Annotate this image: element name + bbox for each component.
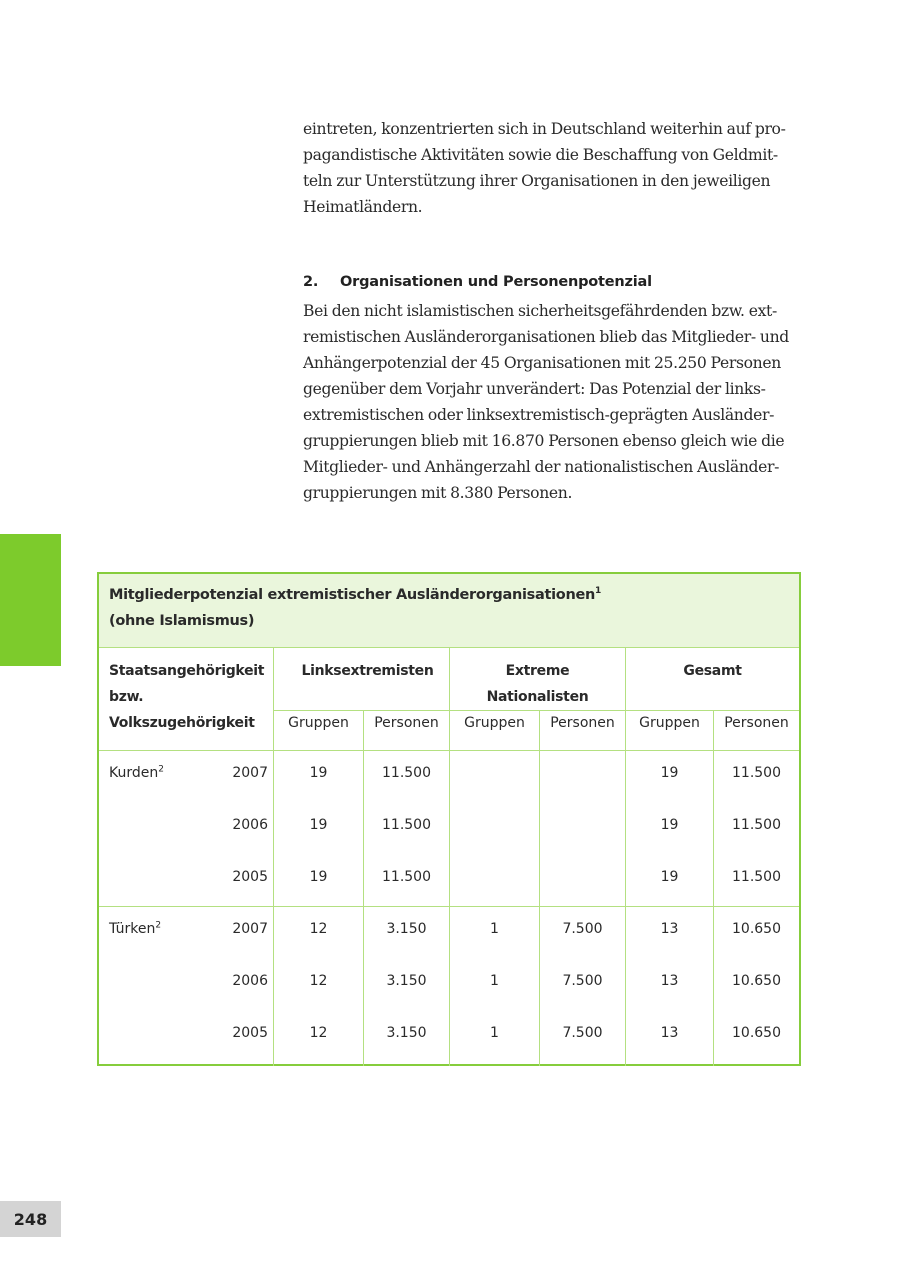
value-cell-links-gruppen: 19 bbox=[309, 869, 328, 885]
block-name: Türken bbox=[109, 921, 156, 937]
row-header-line: Volkszugehörigkeit bbox=[109, 715, 255, 731]
value-cell-ges-gruppen: 13 bbox=[660, 1025, 679, 1041]
membership-table bbox=[97, 572, 801, 1066]
value-cell-nat-gruppen: 1 bbox=[490, 973, 499, 989]
year-cell: 2006 bbox=[232, 817, 268, 833]
year-cell: 2006 bbox=[232, 973, 268, 989]
block-label bbox=[109, 916, 161, 942]
value-cell-ges-gruppen: 13 bbox=[660, 973, 679, 989]
text-line: Heimatländern. bbox=[303, 198, 423, 216]
page-number: 248 bbox=[0, 1201, 61, 1237]
footnote-marker: 2 bbox=[155, 920, 162, 931]
text-line: remistischen Ausländerorganisationen blieb das Mitglieder- und bbox=[303, 328, 789, 346]
table-title-line1: Mitgliederpotenzial extremistischer Ausländerorganisationen bbox=[109, 587, 596, 603]
subheader-cell: Personen bbox=[550, 715, 615, 731]
value-cell-ges-gruppen: 19 bbox=[660, 869, 679, 885]
year-cell: 2007 bbox=[232, 765, 268, 781]
value-cell-nat-personen: 7.500 bbox=[562, 1025, 603, 1041]
text-line: extremistischen oder linksextremistisch-geprägten Ausländer- bbox=[303, 406, 775, 424]
year-cell: 2005 bbox=[232, 869, 268, 885]
text-line: eintreten, konzentrierten sich in Deutschland weiterhin auf pro- bbox=[303, 120, 786, 138]
table-title bbox=[99, 574, 799, 648]
text-line: Bei den nicht islamistischen sicherheitsgefährdenden bzw. ext- bbox=[303, 302, 777, 320]
row-header-label bbox=[109, 658, 264, 736]
row-header-line: Staatsangehörigkeit bbox=[109, 663, 265, 679]
value-cell-links-gruppen: 12 bbox=[309, 921, 328, 937]
value-cell-links-gruppen: 19 bbox=[309, 817, 328, 833]
group-header-line: Gesamt bbox=[683, 663, 742, 679]
subheader-cell: Gruppen bbox=[288, 715, 349, 731]
value-cell-ges-personen: 11.500 bbox=[732, 869, 781, 885]
text-line: gruppierungen blieb mit 16.870 Personen ebenso gleich wie die bbox=[303, 432, 785, 450]
col-divider bbox=[539, 711, 540, 1066]
value-cell-links-personen: 3.150 bbox=[386, 973, 427, 989]
value-cell-links-personen: 11.500 bbox=[382, 765, 431, 781]
value-cell-links-personen: 11.500 bbox=[382, 817, 431, 833]
value-cell-links-personen: 3.150 bbox=[386, 1025, 427, 1041]
value-cell-nat-personen: 7.500 bbox=[562, 921, 603, 937]
value-cell-nat-gruppen: 1 bbox=[490, 921, 499, 937]
paragraph-intro bbox=[303, 116, 803, 220]
value-cell-links-personen: 11.500 bbox=[382, 869, 431, 885]
section-heading bbox=[303, 274, 652, 290]
value-cell-ges-personen: 10.650 bbox=[732, 921, 781, 937]
text-line: Anhängerpotenzial der 45 Organisationen mit 25.250 Personen bbox=[303, 354, 781, 372]
row-header-line: bzw. bbox=[109, 689, 144, 705]
year-cell: 2005 bbox=[232, 1025, 268, 1041]
value-cell-ges-gruppen: 19 bbox=[660, 765, 679, 781]
text-line: teln zur Unterstützung ihrer Organisationen in den jeweiligen bbox=[303, 172, 771, 190]
block-label bbox=[109, 760, 164, 786]
value-cell-nat-gruppen: 1 bbox=[490, 1025, 499, 1041]
value-cell-ges-personen: 10.650 bbox=[732, 1025, 781, 1041]
footnote-marker: 1 bbox=[595, 586, 602, 597]
block-name: Kurden bbox=[109, 765, 159, 781]
table-title-line2: (ohne Islamismus) bbox=[109, 613, 255, 629]
value-cell-links-gruppen: 19 bbox=[309, 765, 328, 781]
text-line: pagandistische Aktivitäten sowie die Beschaffung von Geldmit- bbox=[303, 146, 778, 164]
value-cell-links-personen: 3.150 bbox=[386, 921, 427, 937]
value-cell-ges-personen: 10.650 bbox=[732, 973, 781, 989]
block-divider bbox=[99, 906, 799, 907]
subheader-cell: Personen bbox=[724, 715, 789, 731]
year-cell: 2007 bbox=[232, 921, 268, 937]
group-header-linksextremisten bbox=[274, 658, 449, 684]
subheader-cell: Gruppen bbox=[464, 715, 525, 731]
subheader-cell: Gruppen bbox=[639, 715, 700, 731]
value-cell-links-gruppen: 12 bbox=[309, 1025, 328, 1041]
text-line: gruppierungen mit 8.380 Personen. bbox=[303, 484, 573, 502]
value-cell-ges-gruppen: 19 bbox=[660, 817, 679, 833]
value-cell-links-gruppen: 12 bbox=[309, 973, 328, 989]
chapter-side-tab bbox=[0, 534, 61, 666]
value-cell-ges-personen: 11.500 bbox=[732, 817, 781, 833]
subheader-cell: Personen bbox=[374, 715, 439, 731]
group-header-line: Linksextremisten bbox=[301, 663, 434, 679]
group-header-line: Extreme bbox=[505, 663, 570, 679]
text-line: gegenüber dem Vorjahr unverändert: Das Potenzial der links- bbox=[303, 380, 766, 398]
value-cell-nat-personen: 7.500 bbox=[562, 973, 603, 989]
value-cell-ges-gruppen: 13 bbox=[660, 921, 679, 937]
header-body-divider bbox=[99, 750, 799, 751]
section-title: Organisationen und Personenpotenzial bbox=[340, 274, 652, 290]
value-cell-ges-personen: 11.500 bbox=[732, 765, 781, 781]
group-header-gesamt bbox=[626, 658, 799, 684]
section-number: 2. bbox=[303, 274, 319, 290]
footnote-marker: 2 bbox=[158, 764, 164, 775]
group-header-line: Nationalisten bbox=[486, 689, 589, 705]
text-line: Mitglieder- und Anhängerzahl der nationalistischen Ausländer- bbox=[303, 458, 780, 476]
group-header-nationalisten bbox=[450, 658, 625, 710]
paragraph-section bbox=[303, 298, 803, 506]
